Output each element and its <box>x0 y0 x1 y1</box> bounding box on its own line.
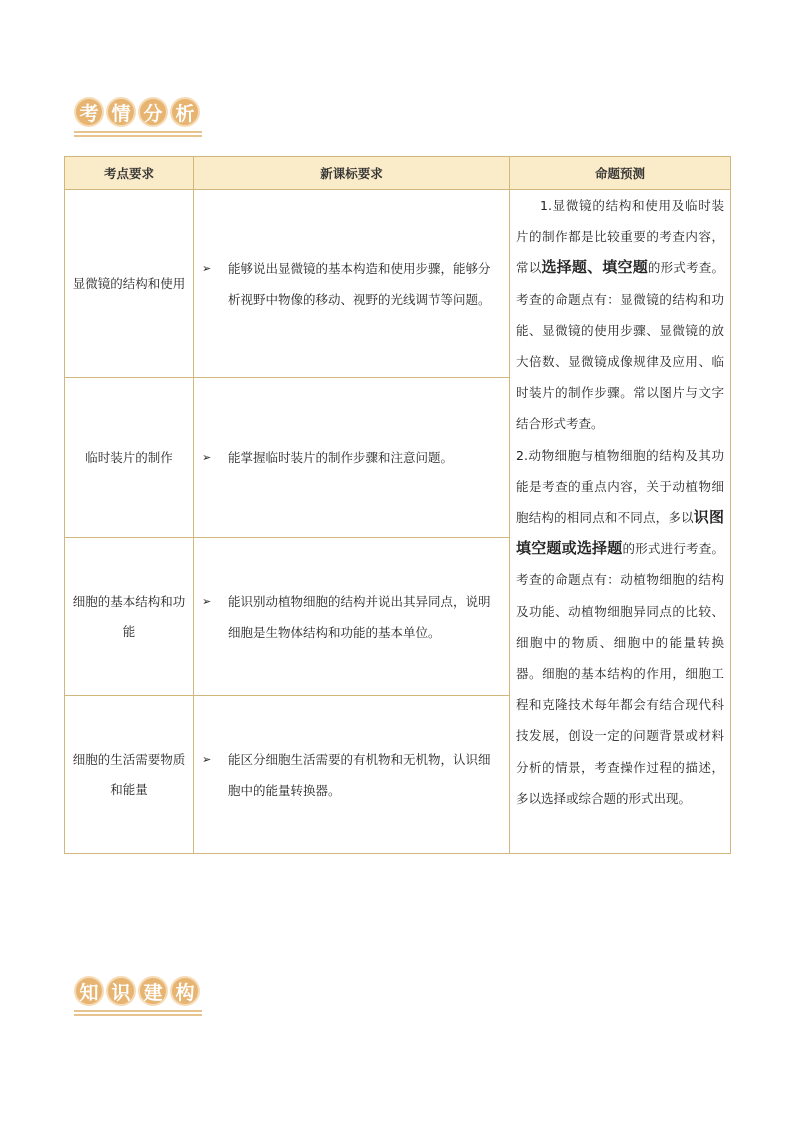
table-header-row <box>65 157 731 190</box>
topic-cell: 显微镜的结构和使用 <box>65 190 194 378</box>
section-heading-analysis <box>74 97 202 147</box>
heading-char: 建 <box>138 976 168 1006</box>
requirements-table <box>64 156 731 854</box>
header-topic: 考点要求 <box>65 157 194 190</box>
arrow-bullet-icon: ➢ <box>202 261 212 275</box>
requirement-text: 能掌握临时装片的制作步骤和注意问题。 <box>228 450 454 465</box>
heading-underline <box>74 131 202 133</box>
requirement-text: 能区分细胞生活需要的有机物和无机物，认识细胞中的能量转换器。 <box>228 751 491 798</box>
prediction-paragraph-1: 1.显微镜的结构和使用及临时装片的制作都是比较重要的考查内容，常以选择题、填空题的形式考查。考查的命题点有：显微镜的结构和功能、显微镜的使用步骤、显微镜的放大倍数、显微镜成像规律及应用、临时装片的制作步骤。常以图片与文字结合形式考查。 <box>516 198 724 432</box>
heading-char: 情 <box>106 97 136 127</box>
topic-cell: 细胞的生活需要物质和能量 <box>65 696 194 854</box>
table-row <box>65 190 731 378</box>
topic-cell: 临时装片的制作 <box>65 378 194 538</box>
heading-char: 考 <box>74 97 104 127</box>
arrow-bullet-icon: ➢ <box>202 594 212 608</box>
header-prediction: 命题预测 <box>510 157 731 190</box>
heading-char: 知 <box>74 976 104 1006</box>
arrow-bullet-icon: ➢ <box>202 752 212 766</box>
arrow-bullet-icon: ➢ <box>202 451 212 464</box>
requirement-cell <box>194 696 510 854</box>
requirement-text: 能够说出显微镜的基本构造和使用步骤，能够分析视野中物像的移动、视野的光线调节等问题。 <box>228 260 491 307</box>
heading-char: 识 <box>106 976 136 1006</box>
header-curriculum: 新课标要求 <box>194 157 510 190</box>
heading-char: 分 <box>138 97 168 127</box>
section-heading-knowledge <box>74 976 202 1026</box>
requirement-cell <box>194 190 510 378</box>
prediction-cell <box>510 190 731 854</box>
heading-underline <box>74 1010 202 1012</box>
prediction-paragraph-2: 2.动物细胞与植物细胞的结构及其功能是考查的重点内容，关于动植物细胞结构的相同点和不同点，多以识图填空题或选择题的形式进行考查。考查的命题点有：动植物细胞的结构及功能、动植物细胞异同点的比较、细胞中的物质、细胞中的能量转换器。细胞的基本结构的作用，细胞工程和克隆技术每年都会有结合现代科技发展，创设一定的问题背景或材料分析的情景，考查操作过程的描述，多以选择或综合题的形式出现。 <box>516 447 724 806</box>
heading-char: 析 <box>170 97 200 127</box>
heading-char: 构 <box>170 976 200 1006</box>
requirement-cell <box>194 538 510 696</box>
requirement-text: 能识别动植物细胞的结构并说出其异同点，说明细胞是生物体结构和功能的基本单位。 <box>228 593 491 640</box>
topic-cell: 细胞的基本结构和功能 <box>65 538 194 696</box>
emphasis-text: 识图填空题或选择题 <box>516 508 724 558</box>
emphasis-text: 选择题、填空题 <box>541 258 648 277</box>
requirement-cell <box>194 378 510 538</box>
heading-underline <box>74 1014 202 1016</box>
heading-underline <box>74 135 202 137</box>
